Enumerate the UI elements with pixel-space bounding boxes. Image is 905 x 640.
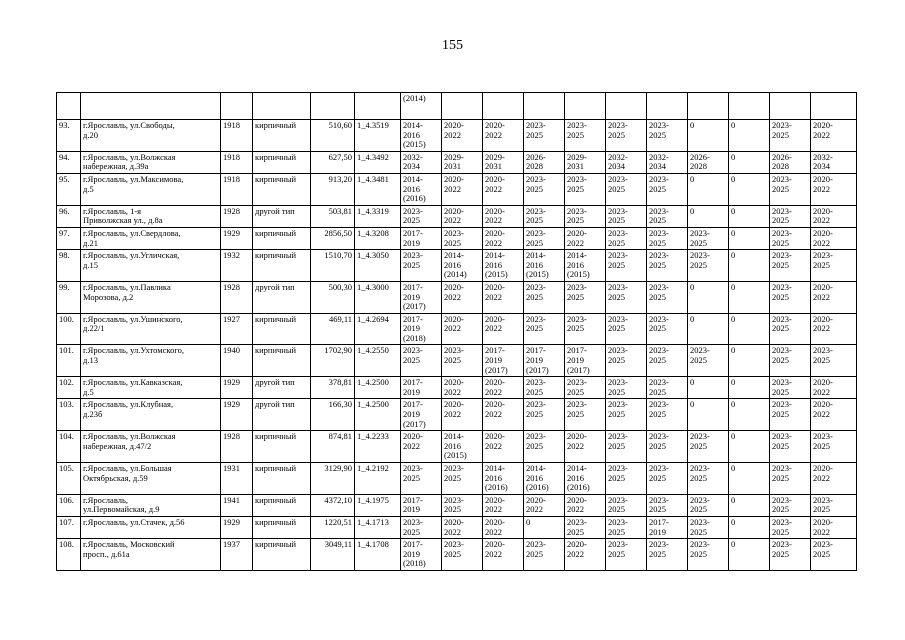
period-10-cell: 2023- 2025	[770, 431, 811, 463]
period-5-cell: 2029- 2031	[565, 151, 606, 173]
period-6-cell: 2023- 2025	[606, 516, 647, 538]
wall-material-cell: другой тип	[253, 399, 311, 431]
period-10-cell: 2023- 2025	[770, 173, 811, 205]
period-9-cell: 0	[729, 539, 770, 571]
period-2-cell: 2023- 2025	[442, 539, 483, 571]
table-row	[57, 227, 857, 249]
period-7-cell: 2023- 2025	[647, 494, 688, 516]
period-2-cell: 2020- 2022	[442, 377, 483, 399]
period-6-cell: 2023- 2025	[606, 173, 647, 205]
period-5-cell: 2023- 2025	[565, 173, 606, 205]
period-10-cell: 2023- 2025	[770, 227, 811, 249]
table-row	[57, 431, 857, 463]
period-2-cell: 2020- 2022	[442, 173, 483, 205]
period-2-cell: 2020- 2022	[442, 205, 483, 227]
object-code-cell: 1_4.3492	[355, 151, 401, 173]
period-8-cell: 0	[688, 313, 729, 345]
page-number: 155	[442, 38, 463, 53]
period-11-cell: 2020- 2022	[811, 281, 857, 313]
period-10-cell: 2023- 2025	[770, 205, 811, 227]
period-9-cell: 0	[729, 463, 770, 495]
period-9-cell: 0	[729, 120, 770, 152]
period-2-cell: 2020- 2022	[442, 281, 483, 313]
period-5-cell: 2020- 2022	[565, 227, 606, 249]
address-cell: г.Ярославль, 1-я Приволжская ул., д.8а	[81, 205, 221, 227]
period-2-cell: 2023- 2025	[442, 345, 483, 377]
period-11-cell: 2020- 2022	[811, 516, 857, 538]
period-6-cell: 2023- 2025	[606, 345, 647, 377]
period-7-cell: 2023- 2025	[647, 377, 688, 399]
period-5-cell: 2023- 2025	[565, 313, 606, 345]
period-8-cell: 2023- 2025	[688, 516, 729, 538]
table-row	[57, 173, 857, 205]
period-2-cell: 2020- 2022	[442, 120, 483, 152]
period-8-cell: 2023- 2025	[688, 463, 729, 495]
floor-area-cell: 874,81	[311, 431, 355, 463]
period-7-cell: 2023- 2025	[647, 281, 688, 313]
build-year-cell: 1929	[221, 377, 253, 399]
address-cell: г.Ярославль, Московский просп., д.61а	[81, 539, 221, 571]
period-9-cell: 0	[729, 173, 770, 205]
period-3-cell: 2020- 2022	[483, 516, 524, 538]
period-11-cell: 2023- 2025	[811, 250, 857, 282]
period-9-cell: 0	[729, 313, 770, 345]
row-number-cell: 94.	[57, 151, 81, 173]
floor-area-cell: 1220,51	[311, 516, 355, 538]
floor-area-cell: 378,81	[311, 377, 355, 399]
period-5-cell: 2020- 2022	[565, 494, 606, 516]
period-11-cell: 2020- 2022	[811, 377, 857, 399]
period-7-cell: 2023- 2025	[647, 345, 688, 377]
period-9-cell: 0	[729, 516, 770, 538]
period-5-cell: 2023- 2025	[565, 205, 606, 227]
table-row	[57, 120, 857, 152]
period-4-cell: 2026- 2028	[524, 151, 565, 173]
period-9-cell: 0	[729, 205, 770, 227]
period-10-cell: 2023- 2025	[770, 463, 811, 495]
address-cell: г.Ярославль, ул.Стачек, д.56	[81, 516, 221, 538]
period-9-cell: 0	[729, 345, 770, 377]
period-11-cell: 2020- 2022	[811, 399, 857, 431]
period-1-cell: 2023- 2025	[401, 463, 442, 495]
period-1-cell: 2023- 2025	[401, 205, 442, 227]
address-cell: г.Ярославль, ул.Первомайская, д.9	[81, 494, 221, 516]
period-11-cell: 2020- 2022	[811, 173, 857, 205]
period-4-cell: 0	[524, 516, 565, 538]
period-9-cell: 0	[729, 377, 770, 399]
address-cell: г.Ярославль, ул.Ухтомского, д.13	[81, 345, 221, 377]
wall-material-cell: кирпичный	[253, 120, 311, 152]
object-code-cell: 1_4.2192	[355, 463, 401, 495]
period-6-cell: 2023- 2025	[606, 120, 647, 152]
period-7-cell: 2023- 2025	[647, 205, 688, 227]
row-number-cell: 98.	[57, 250, 81, 282]
period-11-cell: 2020- 2022	[811, 463, 857, 495]
period-4-cell: 2023- 2025	[524, 281, 565, 313]
build-year-cell: 1928	[221, 431, 253, 463]
wall-material-cell: кирпичный	[253, 250, 311, 282]
period-3-cell: 2014- 2016 (2015)	[483, 250, 524, 282]
period-5-cell: 2023- 2025	[565, 281, 606, 313]
row-number-cell: 96.	[57, 205, 81, 227]
period-3-cell: 2020- 2022	[483, 227, 524, 249]
wall-material-cell: другой тип	[253, 205, 311, 227]
period-5-cell: 2014- 2016 (2015)	[565, 250, 606, 282]
object-code-cell: 1_4.2550	[355, 345, 401, 377]
period-1-cell: 2017- 2019 (2017)	[401, 281, 442, 313]
period-4-cell: 2023- 2025	[524, 539, 565, 571]
period-9-cell: 0	[729, 151, 770, 173]
period-3-cell: 2020- 2022	[483, 281, 524, 313]
period-1-cell: 2017- 2019 (2018)	[401, 539, 442, 571]
period-2-cell: 2020- 2022	[442, 516, 483, 538]
header-fragment: (2014)	[401, 93, 442, 120]
row-number-cell: 105.	[57, 463, 81, 495]
object-code-cell: 1_4.1713	[355, 516, 401, 538]
period-8-cell: 0	[688, 281, 729, 313]
address-cell: г.Ярославль, ул.Большая Октябрьская, д.59	[81, 463, 221, 495]
period-1-cell: 2017- 2019	[401, 377, 442, 399]
period-8-cell: 2023- 2025	[688, 250, 729, 282]
wall-material-cell: кирпичный	[253, 173, 311, 205]
period-4-cell: 2023- 2025	[524, 205, 565, 227]
wall-material-cell: кирпичный	[253, 539, 311, 571]
period-4-cell: 2023- 2025	[524, 227, 565, 249]
period-9-cell: 0	[729, 494, 770, 516]
period-1-cell: 2023- 2025	[401, 345, 442, 377]
address-cell: г.Ярославль, ул.Кавказская, д.5	[81, 377, 221, 399]
period-6-cell: 2023- 2025	[606, 313, 647, 345]
period-10-cell: 2023- 2025	[770, 399, 811, 431]
floor-area-cell: 2856,50	[311, 227, 355, 249]
floor-area-cell: 3129,90	[311, 463, 355, 495]
period-2-cell: 2023- 2025	[442, 463, 483, 495]
period-8-cell: 0	[688, 120, 729, 152]
row-number-cell: 100.	[57, 313, 81, 345]
period-9-cell: 0	[729, 281, 770, 313]
period-2-cell: 2020- 2022	[442, 313, 483, 345]
period-11-cell: 2020- 2022	[811, 120, 857, 152]
period-1-cell: 2017- 2019	[401, 494, 442, 516]
period-5-cell: 2023- 2025	[565, 377, 606, 399]
floor-area-cell: 1702,90	[311, 345, 355, 377]
table-row	[57, 463, 857, 495]
table-row	[57, 281, 857, 313]
period-10-cell: 2026- 2028	[770, 151, 811, 173]
build-year-cell: 1941	[221, 494, 253, 516]
period-8-cell: 2023- 2025	[688, 345, 729, 377]
floor-area-cell: 913,20	[311, 173, 355, 205]
period-7-cell: 2023- 2025	[647, 227, 688, 249]
period-9-cell: 0	[729, 250, 770, 282]
address-cell: г.Ярославль, ул.Волжская набережная, д.39а	[81, 151, 221, 173]
period-5-cell: 2017- 2019 (2017)	[565, 345, 606, 377]
period-3-cell: 2017- 2019 (2017)	[483, 345, 524, 377]
period-11-cell: 2023- 2025	[811, 494, 857, 516]
period-4-cell: 2023- 2025	[524, 399, 565, 431]
period-5-cell: 2023- 2025	[565, 399, 606, 431]
wall-material-cell: кирпичный	[253, 463, 311, 495]
period-1-cell: 2023- 2025	[401, 516, 442, 538]
period-3-cell: 2020- 2022	[483, 313, 524, 345]
period-7-cell: 2023- 2025	[647, 313, 688, 345]
period-2-cell: 2014- 2016 (2015)	[442, 431, 483, 463]
period-2-cell: 2023- 2025	[442, 494, 483, 516]
build-year-cell: 1927	[221, 313, 253, 345]
object-code-cell: 1_4.2500	[355, 399, 401, 431]
build-year-cell: 1929	[221, 399, 253, 431]
build-year-cell: 1932	[221, 250, 253, 282]
period-1-cell: 2017- 2019 (2018)	[401, 313, 442, 345]
build-year-cell: 1918	[221, 173, 253, 205]
period-4-cell: 2014- 2016 (2016)	[524, 463, 565, 495]
period-6-cell: 2032- 2034	[606, 151, 647, 173]
row-number-cell: 104.	[57, 431, 81, 463]
period-1-cell: 2020- 2022	[401, 431, 442, 463]
period-6-cell: 2023- 2025	[606, 281, 647, 313]
table-row	[57, 250, 857, 282]
period-3-cell: 2020- 2022	[483, 494, 524, 516]
period-6-cell: 2023- 2025	[606, 205, 647, 227]
period-2-cell: 2020- 2022	[442, 399, 483, 431]
period-7-cell: 2023- 2025	[647, 539, 688, 571]
build-year-cell: 1928	[221, 205, 253, 227]
build-year-cell: 1928	[221, 281, 253, 313]
period-7-cell: 2023- 2025	[647, 399, 688, 431]
table-row	[57, 313, 857, 345]
period-10-cell: 2023- 2025	[770, 516, 811, 538]
row-number-cell: 97.	[57, 227, 81, 249]
object-code-cell: 1_4.3319	[355, 205, 401, 227]
object-code-cell: 1_4.1975	[355, 494, 401, 516]
period-7-cell: 2023- 2025	[647, 250, 688, 282]
period-7-cell: 2023- 2025	[647, 463, 688, 495]
wall-material-cell: другой тип	[253, 377, 311, 399]
period-10-cell: 2023- 2025	[770, 539, 811, 571]
row-number-cell: 106.	[57, 494, 81, 516]
period-11-cell: 2020- 2022	[811, 227, 857, 249]
address-cell: г.Ярославль, ул.Клубная, д.23б	[81, 399, 221, 431]
wall-material-cell: кирпичный	[253, 494, 311, 516]
period-8-cell: 0	[688, 377, 729, 399]
period-3-cell: 2020- 2022	[483, 431, 524, 463]
table-row	[57, 399, 857, 431]
period-8-cell: 2023- 2025	[688, 539, 729, 571]
address-cell: г.Ярославль, ул.Ушинского, д.22/1	[81, 313, 221, 345]
object-code-cell: 1_4.3050	[355, 250, 401, 282]
period-9-cell: 0	[729, 227, 770, 249]
build-year-cell: 1937	[221, 539, 253, 571]
build-year-cell: 1929	[221, 516, 253, 538]
period-8-cell: 2023- 2025	[688, 494, 729, 516]
period-8-cell: 2023- 2025	[688, 227, 729, 249]
object-code-cell: 1_4.2694	[355, 313, 401, 345]
period-11-cell: 2023- 2025	[811, 345, 857, 377]
row-number-cell: 108.	[57, 539, 81, 571]
period-4-cell: 2017- 2019 (2017)	[524, 345, 565, 377]
floor-area-cell: 4372,10	[311, 494, 355, 516]
period-11-cell: 2023- 2025	[811, 539, 857, 571]
period-4-cell: 2023- 2025	[524, 431, 565, 463]
period-5-cell: 2014- 2016 (2016)	[565, 463, 606, 495]
housing-repair-table	[56, 92, 857, 571]
table-row	[57, 539, 857, 571]
period-10-cell: 2023- 2025	[770, 250, 811, 282]
floor-area-cell: 503,81	[311, 205, 355, 227]
row-number-cell: 103.	[57, 399, 81, 431]
period-10-cell: 2023- 2025	[770, 494, 811, 516]
period-9-cell: 0	[729, 399, 770, 431]
period-6-cell: 2023- 2025	[606, 539, 647, 571]
period-4-cell: 2023- 2025	[524, 313, 565, 345]
table-row	[57, 345, 857, 377]
wall-material-cell: кирпичный	[253, 151, 311, 173]
period-4-cell: 2020- 2022	[524, 494, 565, 516]
floor-area-cell: 166,30	[311, 399, 355, 431]
period-2-cell: 2023- 2025	[442, 227, 483, 249]
row-number-cell: 99.	[57, 281, 81, 313]
period-8-cell: 2023- 2025	[688, 431, 729, 463]
period-7-cell: 2023- 2025	[647, 173, 688, 205]
period-3-cell: 2020- 2022	[483, 173, 524, 205]
row-number-cell: 93.	[57, 120, 81, 152]
period-6-cell: 2023- 2025	[606, 250, 647, 282]
period-11-cell: 2020- 2022	[811, 205, 857, 227]
build-year-cell: 1918	[221, 120, 253, 152]
wall-material-cell: кирпичный	[253, 345, 311, 377]
period-10-cell: 2023- 2025	[770, 281, 811, 313]
address-cell: г.Ярославль, ул.Угличская, д.15	[81, 250, 221, 282]
build-year-cell: 1931	[221, 463, 253, 495]
wall-material-cell: кирпичный	[253, 516, 311, 538]
period-6-cell: 2023- 2025	[606, 494, 647, 516]
object-code-cell: 1_4.3481	[355, 173, 401, 205]
period-10-cell: 2023- 2025	[770, 345, 811, 377]
period-6-cell: 2023- 2025	[606, 463, 647, 495]
period-8-cell: 0	[688, 173, 729, 205]
period-3-cell: 2014- 2016 (2016)	[483, 463, 524, 495]
address-cell: г.Ярославль, ул.Свердлова, д.21	[81, 227, 221, 249]
floor-area-cell: 510,60	[311, 120, 355, 152]
table-row	[57, 151, 857, 173]
period-1-cell: 2023- 2025	[401, 250, 442, 282]
period-10-cell: 2023- 2025	[770, 120, 811, 152]
period-10-cell: 2023- 2025	[770, 377, 811, 399]
wall-material-cell: кирпичный	[253, 313, 311, 345]
period-11-cell: 2032- 2034	[811, 151, 857, 173]
floor-area-cell: 469,11	[311, 313, 355, 345]
period-6-cell: 2023- 2025	[606, 431, 647, 463]
wall-material-cell: кирпичный	[253, 431, 311, 463]
address-cell: г.Ярославль, ул.Волжская набережная, д.47/2	[81, 431, 221, 463]
wall-material-cell: другой тип	[253, 281, 311, 313]
period-8-cell: 2026- 2028	[688, 151, 729, 173]
period-4-cell: 2023- 2025	[524, 120, 565, 152]
table-row	[57, 205, 857, 227]
period-7-cell: 2023- 2025	[647, 120, 688, 152]
build-year-cell: 1918	[221, 151, 253, 173]
period-7-cell: 2032- 2034	[647, 151, 688, 173]
address-cell: г.Ярославль, ул.Максимова, д.5	[81, 173, 221, 205]
period-8-cell: 0	[688, 399, 729, 431]
period-4-cell: 2023- 2025	[524, 377, 565, 399]
period-4-cell: 2014- 2016 (2015)	[524, 250, 565, 282]
address-cell: г.Ярославль, ул.Павлика Морозова, д.2	[81, 281, 221, 313]
object-code-cell: 1_4.2500	[355, 377, 401, 399]
period-1-cell: 2014- 2016 (2015)	[401, 120, 442, 152]
wall-material-cell: кирпичный	[253, 227, 311, 249]
period-11-cell: 2020- 2022	[811, 313, 857, 345]
continued-header-row	[57, 93, 857, 120]
period-3-cell: 2020- 2022	[483, 539, 524, 571]
period-6-cell: 2023- 2025	[606, 399, 647, 431]
period-5-cell: 2023- 2025	[565, 120, 606, 152]
row-number-cell: 107.	[57, 516, 81, 538]
build-year-cell: 1929	[221, 227, 253, 249]
period-3-cell: 2020- 2022	[483, 377, 524, 399]
period-7-cell: 2017- 2019	[647, 516, 688, 538]
object-code-cell: 1_4.3000	[355, 281, 401, 313]
floor-area-cell: 3049,11	[311, 539, 355, 571]
period-3-cell: 2020- 2022	[483, 399, 524, 431]
period-5-cell: 2023- 2025	[565, 516, 606, 538]
period-1-cell: 2032- 2034	[401, 151, 442, 173]
object-code-cell: 1_4.1708	[355, 539, 401, 571]
period-5-cell: 2020- 2022	[565, 431, 606, 463]
period-1-cell: 2017- 2019 (2017)	[401, 399, 442, 431]
object-code-cell: 1_4.3519	[355, 120, 401, 152]
row-number-cell: 101.	[57, 345, 81, 377]
object-code-cell: 1_4.2233	[355, 431, 401, 463]
period-5-cell: 2020- 2022	[565, 539, 606, 571]
period-4-cell: 2023- 2025	[524, 173, 565, 205]
floor-area-cell: 1510,70	[311, 250, 355, 282]
period-3-cell: 2020- 2022	[483, 205, 524, 227]
period-3-cell: 2029- 2031	[483, 151, 524, 173]
table-row	[57, 377, 857, 399]
period-8-cell: 0	[688, 205, 729, 227]
period-2-cell: 2029- 2031	[442, 151, 483, 173]
build-year-cell: 1940	[221, 345, 253, 377]
floor-area-cell: 500,30	[311, 281, 355, 313]
table-row	[57, 516, 857, 538]
table-body	[57, 93, 857, 571]
period-3-cell: 2020- 2022	[483, 120, 524, 152]
address-cell: г.Ярославль, ул.Свободы, д.20	[81, 120, 221, 152]
period-10-cell: 2023- 2025	[770, 313, 811, 345]
period-6-cell: 2023- 2025	[606, 377, 647, 399]
floor-area-cell: 627,50	[311, 151, 355, 173]
table-row	[57, 494, 857, 516]
period-2-cell: 2014- 2016 (2014)	[442, 250, 483, 282]
period-11-cell: 2023- 2025	[811, 431, 857, 463]
period-1-cell: 2017- 2019	[401, 227, 442, 249]
row-number-cell: 95.	[57, 173, 81, 205]
object-code-cell: 1_4.3208	[355, 227, 401, 249]
period-6-cell: 2023- 2025	[606, 227, 647, 249]
period-9-cell: 0	[729, 431, 770, 463]
row-number-cell: 102.	[57, 377, 81, 399]
period-7-cell: 2023- 2025	[647, 431, 688, 463]
period-1-cell: 2014- 2016 (2016)	[401, 173, 442, 205]
